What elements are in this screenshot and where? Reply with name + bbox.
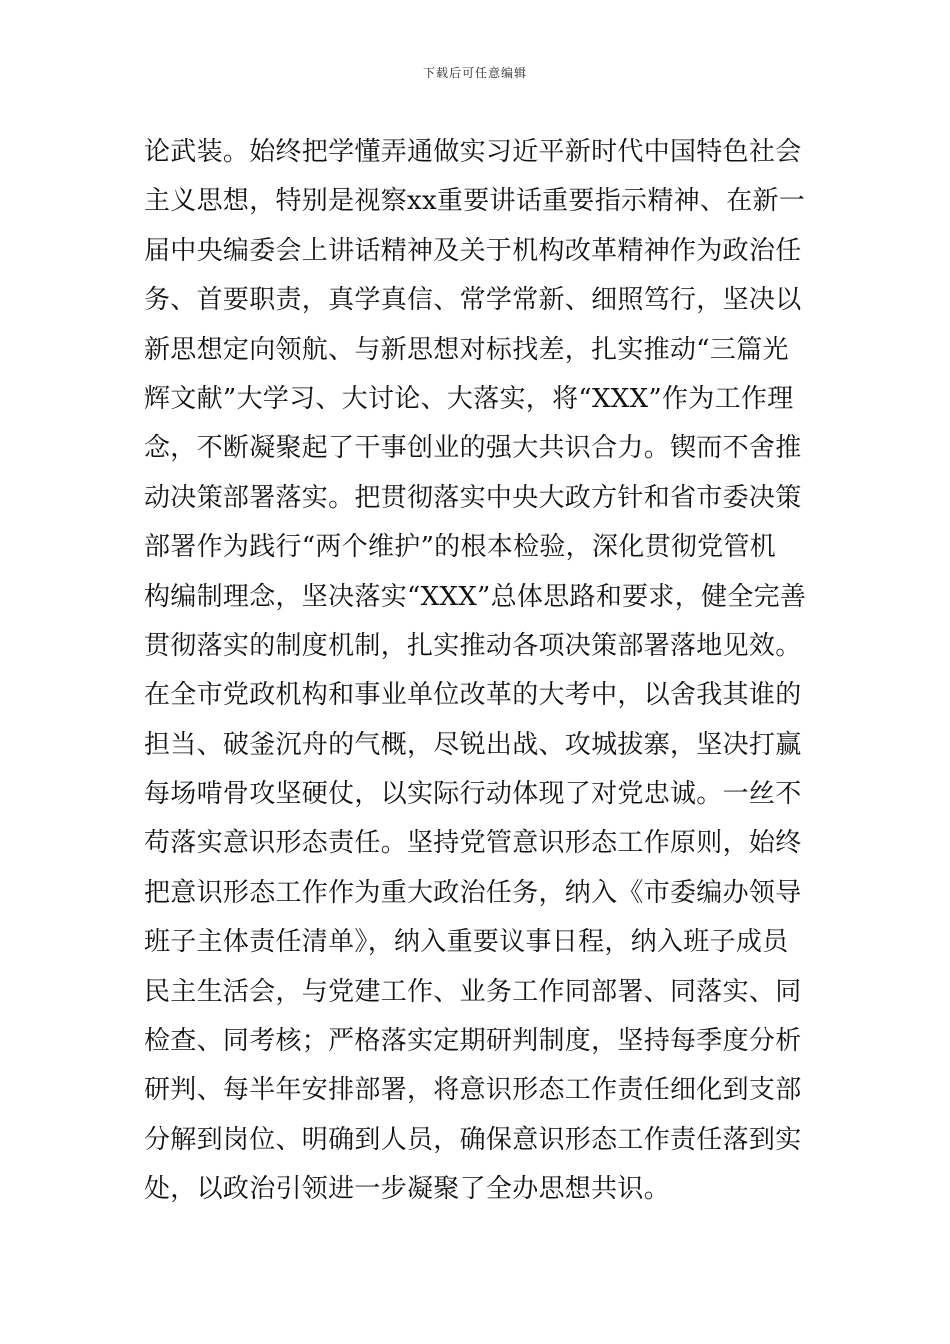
page-header: 下载后可任意编辑 <box>422 66 527 80</box>
text-line: 构编制理念，坚决落实“XXX”总体思路和要求，健全完善 <box>144 581 807 612</box>
text-line: 检查、同考核；严格落实定期研判制度，坚持每季度分析 <box>144 1026 802 1057</box>
text-line: 届中央编委会上讲话精神及关于机构改革精神作为政治任 <box>144 235 802 266</box>
document-body <box>144 128 814 1215</box>
text-line: 论武装。始终把学懂弄通做实习近平新时代中国特色社会 <box>144 137 802 167</box>
text-line: 新思想定向领航、与新思想对标找差，扎实推动“三篇光 <box>144 334 789 365</box>
text-line: 担当、破釜沉舟的气概，尽锐出战、攻城拔寨，坚决打赢 <box>144 729 802 760</box>
text-line: 民主生活会，与党建工作、业务工作同部署、同落实、同 <box>144 976 802 1007</box>
text-line: 念，不断凝聚起了干事创业的强大共识合力。锲而不舍推 <box>144 433 802 464</box>
text-line: 在全市党政机构和事业单位改革的大考中，以舍我其谁的 <box>144 680 802 711</box>
text-line: 把意识形态工作作为重大政治任务，纳入《市委编办领导 <box>144 877 802 908</box>
text-line: 主义思想，特别是视察xx重要讲话重要指示精神、在新一 <box>144 186 806 217</box>
text-line: 每场啃骨攻坚硬仗，以实际行动体现了对党忠诚。一丝不 <box>144 779 802 810</box>
text-line: 动决策部署落实。把贯彻落实中央大政方针和省市委决策 <box>144 482 802 513</box>
text-line: 苟落实意识形态责任。坚持党管意识形态工作原则，始终 <box>144 828 802 859</box>
text-line: 贯彻落实的制度机制，扎实推动各项决策部署落地见效。 <box>144 630 802 661</box>
text-line: 辉文献”大学习、大讨论、大落实，将“XXX”作为工作理 <box>144 383 794 414</box>
text-line: 分解到岗位、明确到人员，确保意识形态工作责任落到实 <box>144 1124 802 1155</box>
text-line: 处，以政治引领进一步凝聚了全办思想共识。 <box>144 1174 671 1205</box>
text-line: 研判、每半年安排部署，将意识形态工作责任细化到支部 <box>144 1075 802 1106</box>
text-line: 班子主体责任清单》，纳入重要议事日程，纳入班子成员 <box>144 927 789 958</box>
text-line: 务、首要职责，真学真信、常学常新、细照笃行，坚决以 <box>144 285 802 316</box>
text-line: 部署作为践行“两个维护”的根本检验，深化贯彻党管机 <box>144 532 777 563</box>
